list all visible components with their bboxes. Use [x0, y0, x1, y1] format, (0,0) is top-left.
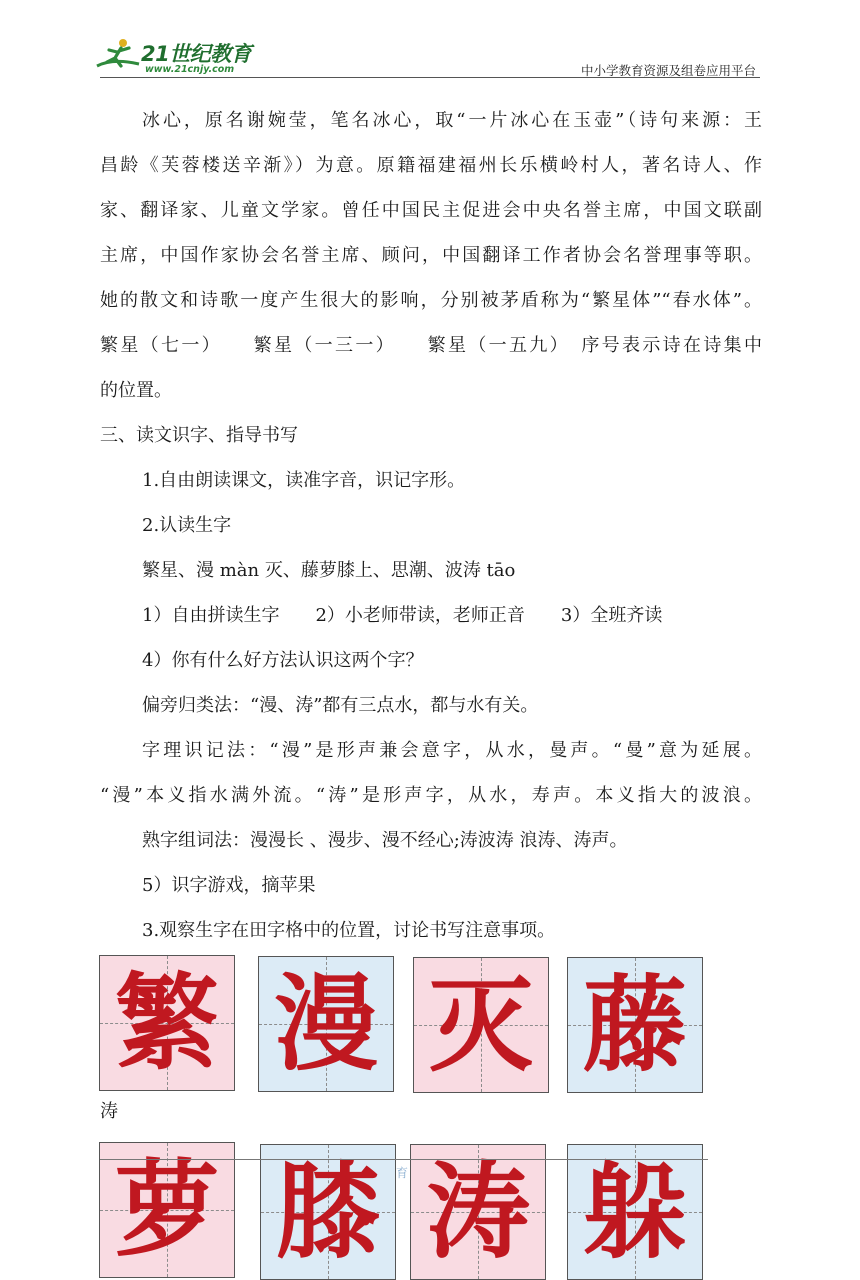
card-character: 灭 [428, 963, 533, 1086]
tianzige-card [260, 1144, 396, 1280]
tianzige-card [413, 957, 549, 1093]
tianzige-card [567, 957, 703, 1093]
section-heading: 三、读文识字、指导书写 [100, 425, 298, 446]
etymology-line-1: 字理识记法：“漫”是形声兼会意字，从水，曼声。“曼”意为延展。 [142, 740, 762, 761]
runner-logo-icon [95, 36, 143, 76]
step-1: 1.自由朗读课文，读准字音，识记字形。 [142, 470, 466, 491]
poems-line: 繁星（七一） 繁星（一三一） 繁星（一五九） 序号表示诗在诗集中 [100, 335, 762, 356]
word-building: 熟字组词法：漫漫长 、漫步、漫不经心;涛波涛 浪涛、涛声。 [142, 830, 628, 851]
site-logo [95, 36, 265, 78]
platform-name: 中小学教育资源及组卷应用平台 [580, 63, 756, 78]
header-divider [100, 77, 760, 78]
bio-line-4: 主席，中国作家协会名誉主席、顾问，中国翻译工作者协会名誉理事等职。 [100, 245, 762, 266]
tianzige-card [99, 955, 235, 1091]
card-character: 躲 [582, 1150, 687, 1273]
tianzige-card [258, 956, 394, 1092]
card-character: 繁 [114, 961, 219, 1084]
bio-line-2: 昌龄《芙蓉楼送辛渐》）为意。原籍福建福州长乐横岭村人，著名诗人、作 [100, 155, 762, 176]
logo-text: 21世纪教育 [141, 42, 252, 66]
bio-line-3: 家、翻译家、儿童文学家。曾任中国民主促进会中央名誉主席，中国文联副 [100, 200, 762, 221]
word-game: 5）识字游戏，摘苹果 [142, 875, 316, 896]
step-2: 2.认读生字 [142, 515, 232, 536]
card-character: 藤 [582, 963, 687, 1086]
bio-line-1: 冰心，原名谢婉莹，笔名冰心，取“一片冰心在玉壶”（诗句来源：王 [142, 110, 762, 131]
reading-methods: 1）自由拼读生字 2）小老师带读，老师正音 3）全班齐读 [142, 605, 663, 626]
card-character: 膝 [275, 1150, 380, 1273]
tianzige-card [99, 1142, 235, 1278]
new-characters: 繁星、漫 màn 灭、藤萝膝上、思潮、波涛 tāo [142, 560, 516, 581]
etymology-line-2: “漫”本义指水满外流。“涛”是形声字，从水，寿声。本义指大的波浪。 [100, 785, 762, 806]
stray-character: 涛 [100, 1101, 118, 1122]
radical-method: 偏旁归类法：“漫、涛”都有三点水，都与水有关。 [142, 695, 539, 716]
footer-text: 育 [396, 1166, 409, 1180]
card-character: 涛 [425, 1150, 530, 1273]
tianzige-card [567, 1144, 703, 1280]
step-3: 3.观察生字在田字格中的位置，讨论书写注意事项。 [142, 920, 556, 941]
tianzige-card [410, 1144, 546, 1280]
poems-line-2: 的位置。 [100, 380, 172, 401]
logo-url: www.21cnjy.com [145, 64, 235, 75]
footer-divider [100, 1159, 708, 1160]
page-header [0, 0, 860, 80]
bio-line-5: 她的散文和诗歌一度产生很大的影响，分别被茅盾称为“繁星体”“春水体”。 [100, 290, 762, 311]
card-character: 萝 [114, 1148, 219, 1271]
card-character: 漫 [273, 962, 378, 1085]
question-4: 4）你有什么好方法认识这两个字？ [142, 650, 424, 671]
